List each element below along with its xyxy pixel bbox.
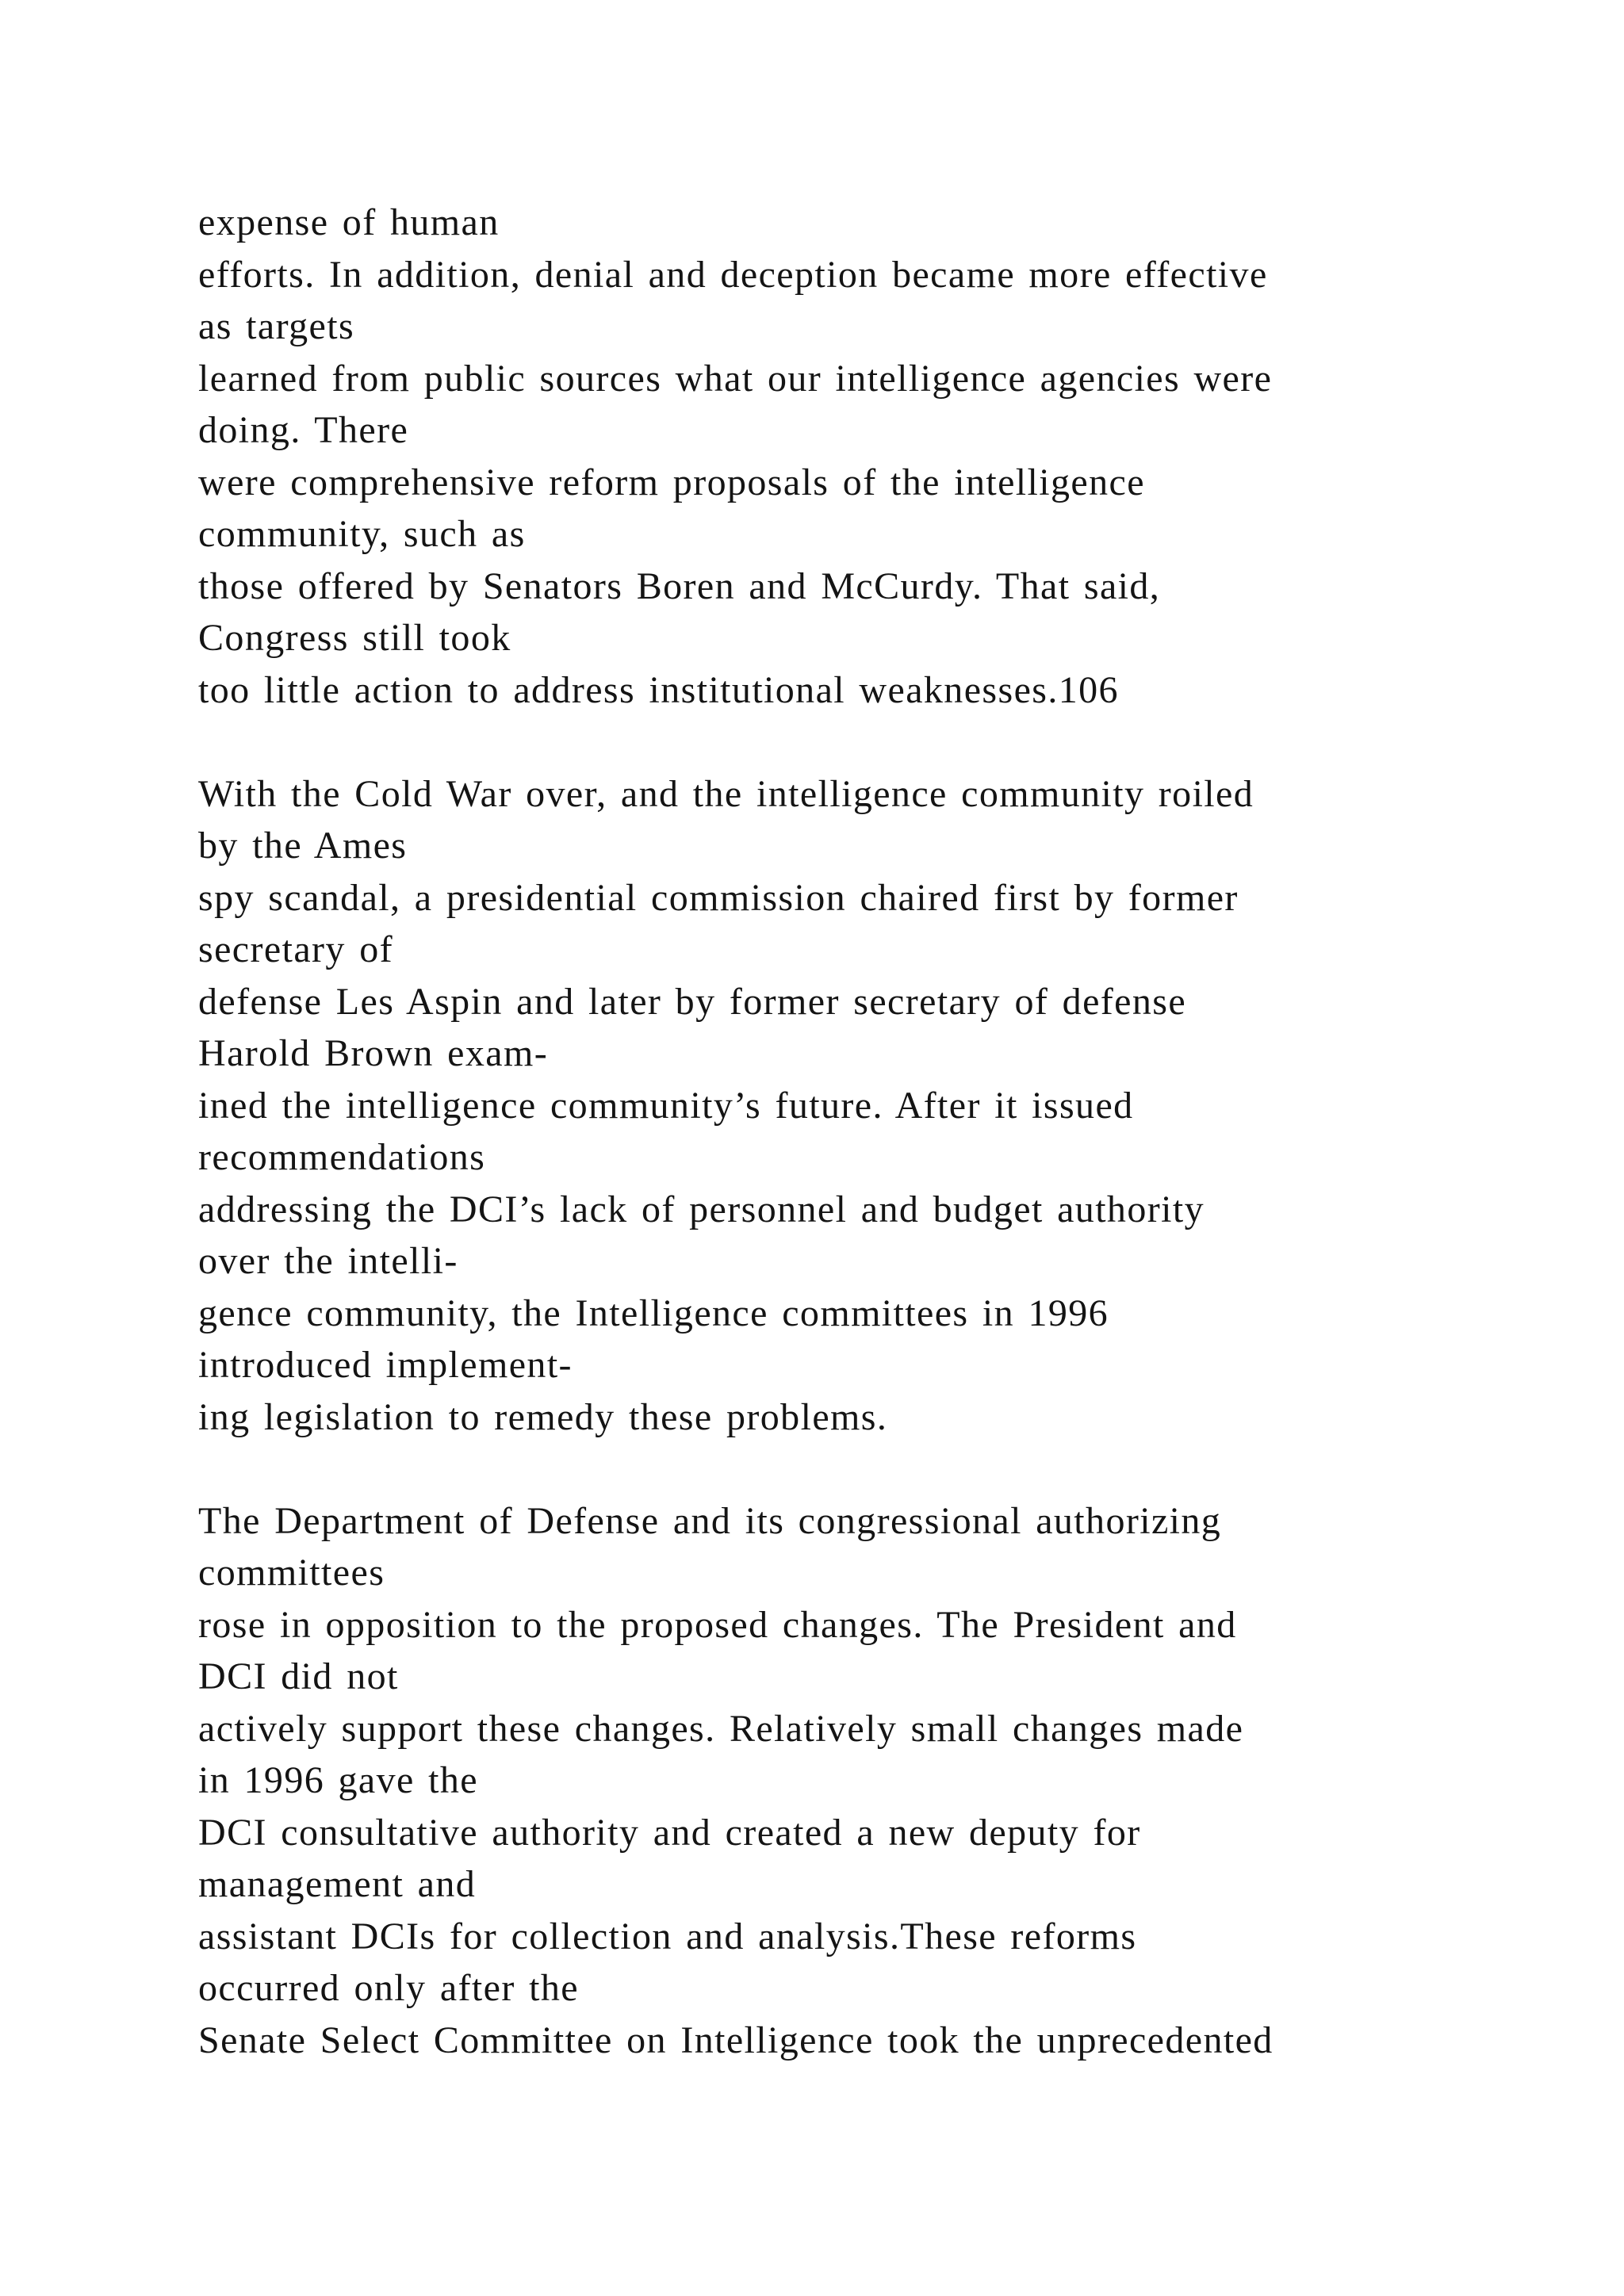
text-line: those offered by Senators Boren and McCurdy. That said, [198, 564, 1161, 607]
text-line: Congress still took [198, 617, 511, 659]
text-line: over the intelli- [198, 1240, 458, 1282]
blank-line [198, 1443, 1499, 1495]
text-line: occurred only after the [198, 1967, 579, 2009]
text-line: efforts. In addition, denial and deception became more effective [198, 253, 1268, 296]
text-line: spy scandal, a presidential commission chaired first by former [198, 876, 1239, 919]
text-line: With the Cold War over, and the intelligence community roiled [198, 772, 1254, 815]
text-line: introduced implement- [198, 1344, 573, 1386]
text-line: by the Ames [198, 825, 408, 867]
text-line: as targets [198, 305, 355, 347]
text-line: recommendations [198, 1136, 486, 1178]
text-line: assistant DCIs for collection and analysis.These reforms [198, 1915, 1137, 1957]
text-line: DCI did not [198, 1655, 399, 1697]
text-line: learned from public sources what our intelligence agencies were [198, 357, 1273, 400]
text-line: addressing the DCI’s lack of personnel and budget authority [198, 1188, 1205, 1230]
text-line: in 1996 gave the [198, 1759, 478, 1801]
text-line: DCI consultative authority and created a new deputy for [198, 1811, 1141, 1854]
blank-line [198, 716, 1499, 768]
text-line: ined the intelligence community’s future. After it issued [198, 1084, 1134, 1127]
text-line: actively support these changes. Relatively small changes made [198, 1707, 1244, 1750]
text-line: expense of human [198, 201, 500, 243]
text-line: gence community, the Intelligence committees in 1996 [198, 1292, 1109, 1334]
text-line: rose in opposition to the proposed changes. The President and [198, 1603, 1237, 1646]
text-line: committees [198, 1552, 385, 1594]
text-line: community, such as [198, 513, 526, 555]
body-text [198, 197, 1499, 2066]
text-line: ing legislation to remedy these problems. [198, 1395, 888, 1438]
text-line: defense Les Aspin and later by former secretary of defense [198, 980, 1187, 1023]
text-line: too little action to address institutional weaknesses.106 [198, 668, 1119, 711]
text-line: Harold Brown exam- [198, 1032, 549, 1074]
text-line: Senate Select Committee on Intelligence took the unprecedented [198, 2019, 1274, 2061]
text-line: secretary of [198, 928, 393, 970]
text-line: were comprehensive reform proposals of the intelligence [198, 461, 1145, 503]
text-line: The Department of Defense and its congressional authorizing [198, 1499, 1222, 1542]
text-line: doing. There [198, 409, 409, 451]
text-line: management and [198, 1863, 477, 1905]
